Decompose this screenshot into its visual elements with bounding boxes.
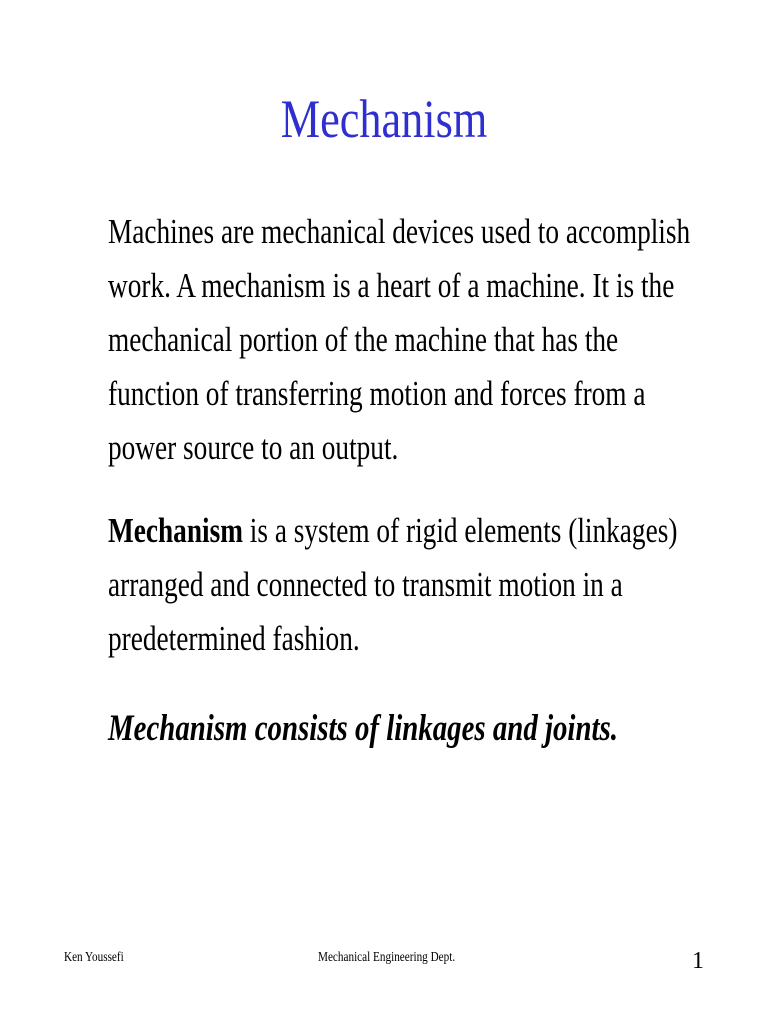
definition-line-1 — [108, 504, 678, 558]
intro-line-4: function of transferring motion and forces from a — [108, 374, 646, 413]
intro-line-5: power source to an output. — [108, 428, 399, 467]
definition-term: Mechanism — [108, 511, 243, 550]
footer-author: Ken Youssefi — [64, 950, 124, 965]
page-number: 1 — [692, 948, 704, 974]
definition-line-1-rest: is a system of rigid elements (linkages) — [242, 511, 678, 550]
intro-line-3: mechanical portion of the machine that has the — [108, 320, 619, 359]
emphasis-line: Mechanism consists of linkages and joints. — [108, 708, 618, 749]
footer-department: Mechanical Engineering Dept. — [318, 950, 456, 965]
definition-paragraph — [108, 504, 678, 666]
intro-line-2: work. A mechanism is a heart of a machine. It is the — [108, 266, 675, 305]
definition-line-2: arranged and connected to transmit motion in a — [108, 565, 623, 604]
page-title: Mechanism — [280, 89, 488, 149]
definition-line-3: predetermined fashion. — [108, 619, 360, 658]
emphasis-statement — [108, 702, 654, 756]
intro-line-1: Machines are mechanical devices used to accomplish — [108, 212, 691, 251]
intro-paragraph — [108, 205, 691, 475]
